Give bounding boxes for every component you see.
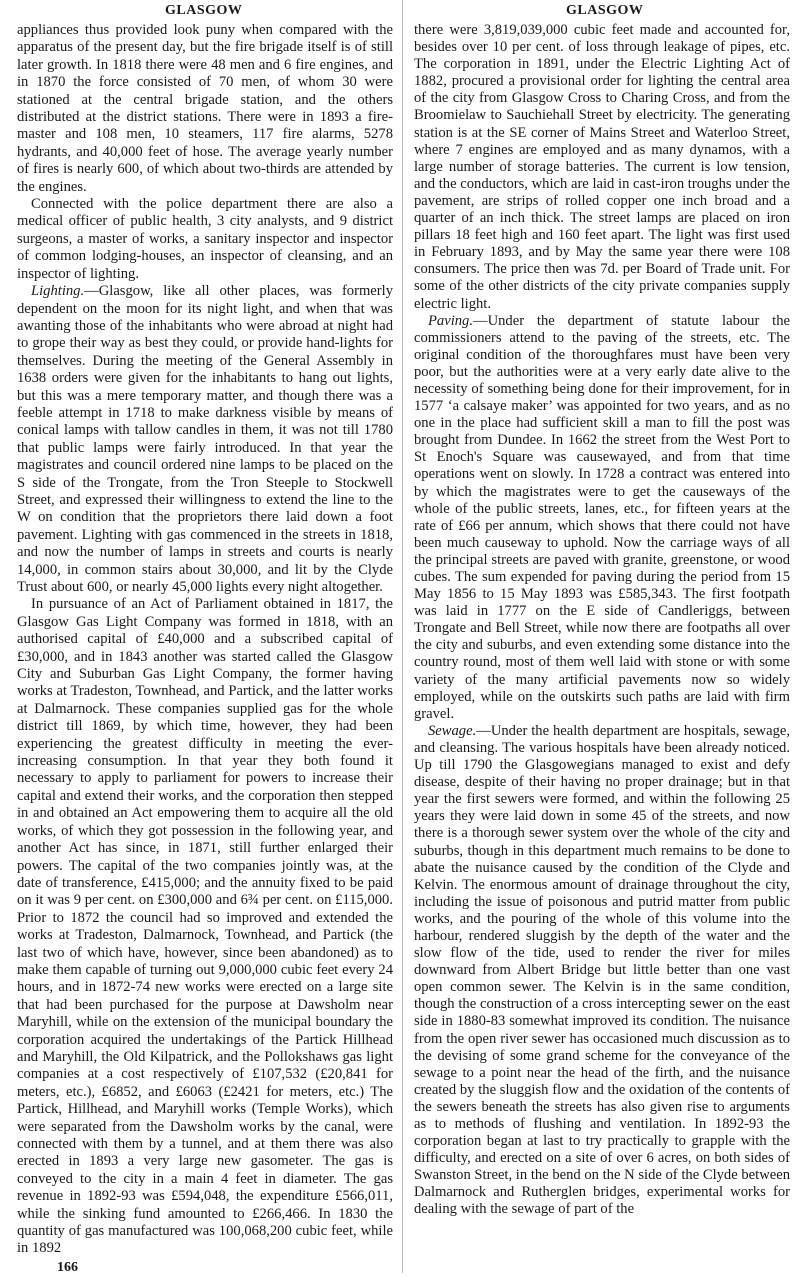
sewage-text: —Under the health department are hospitals, sewage, and cleansing. The various hospitals have been already noticed. Up till 1790 the Glasgowegians managed to exist and defy disease, despite of their having no proper drainage; but in that year the first sewers were formed, and within the following 25 years they were laid down in some 45 of the streets, and now there is a thorough sewer system over the whole of the city and suburbs, though in this department much remains to be done to abate the nuisance caused by the condition of the Clyde and Kelvin. The enormous amount of drainage throughout the city, including the issue of poisonous and putrid matter from public works, and the pouring of the whole of this volume into the harbour, rendered sluggish by the depth of the water and the slow flow of the tide, used to render the river for miles downward from Albert Bridge but little better than one vast open common sewer. The Kelvin is in the same condition, though the construction of a cross intercepting sewer on the east side in 1880-83 somewhat improved its condition. The nuisance from the open river sewer has occasioned much discussion as to the devising of some grand scheme for the conveyance of the sewage to a point near the head of the firth, and the nuisance created by the sluggish flow and the oxidation of the contents of the sewers beneath the streets has also given rise to arguments as to methods of flushing and ventilation. In 1892-93 the corporation began at last to try practically to grapple with the difficulty, and erected on a site of over 6 acres, on both sides of Swanston Street, in the bend on the N side of the Clyde between Dalmarnock and Rutherglen bridges, experimental works for dealing with the sewage of part of the (414, 722, 790, 1218)
paragraph-sewage (414, 723, 790, 1219)
paragraph-lighting (17, 283, 393, 596)
paving-text: —Under the department of statute labour the commissioners attend to the paving of the streets, etc. The original condition of the thoroughfares must have been very poor, but the authorities were at a very early date alive to the necessity of something being done for their improvement, for in 1577 ‘a calsaye maker’ was appointed for two years, and as no one in the place had sufficient skill a man to fill the post was brought from Dundee. In 1662 the street from the West Port to St Enoch's Square was causewayed, and from that time operations went on slowly. In 1728 a contract was entered into by which the magistrates were to get the causeways of the whole of the public streets, lanes, etc., for fifteen years at the rate of £66 per annum, which shows that there could not have been much causeway to uphold. Now the carriage ways of all the principal streets are paved with granite, greenstone, or wood cubes. The sum expended for paving during the period from 15 May 1856 to 15 May 1893 was £585,343. The first footpath was laid in 1777 on the E side of Candleriggs, between Trongate and Bell Street, while now there are footpaths all over the city and suburbs, and even extending some distance into the country round, most of them well laid with stone or with some variety of the many artificial pavements now so widely employed, while on the outskirts such paths are laid with firm gravel. (414, 312, 790, 722)
paragraph-police-officers: Connected with the police department there are also a medical officer of public health, 3 city analysts, and 9 district surgeons, a master of works, a sanitary inspector and inspector of common lodging-houses, an inspector of cleansing, and an inspector of lighting. (17, 196, 393, 282)
paragraph-fire-brigade: appliances thus provided look puny when compared with the apparatus of the present day, but the fire brigade itself is of still later growth. In 1818 there were 48 men and 6 fire engines, and in 1870 the force consisted of 70 men, of whom 30 were stationed at the central brigade station, and the others distributed at the district stations. There were in 1893 a fire-master and 108 men, 10 steamers, 117 fire alarms, 5278 hydrants, and 40,000 feet of hose. The average yearly number of fires is nearly 600, of which about two-thirds are attended by the engines. (17, 22, 393, 195)
lighting-text: —Glasgow, like all other places, was formerly dependent on the moon for its night light, and when that was awanting those of the inhabitants who were abroad at night had to grope their way as best they could, or provide hand-lights for themselves. During the meeting of the General Assembly in 1638 orders were given for the inhabitants to hang out lights, but this was a mere temporary matter, and though there was a feeble attempt in 1718 to make darkness visible by means of conical lamps with tallow candles in them, it was not till 1780 that public lamps were fairly introduced. In that year the magistrates and council ordered nine lamps to be placed on the S side of the Trongate, from the Tron Steeple to Stockwell Street, and expressed their willingness to extend the line to the W on condition that the proprietors there laid down a foot pavement. Lighting with gas commenced in the streets in 1818, and now the number of lamps in streets and courts is nearly 14,000, in common stairs about 30,000, and lit by the Clyde Trust about 600, or nearly 45,000 lights every night altogether. (17, 283, 393, 595)
paragraph-paving (414, 313, 790, 723)
page-number: 166 (57, 1259, 78, 1275)
running-header-left: GLASGOW (165, 3, 243, 18)
section-heading-lighting: Lighting. (31, 283, 85, 300)
paragraph-gas: In pursuance of an Act of Parliament obtained in 1817, the Glasgow Gas Light Company was formed in 1818, with an authorised capital of £40,000 and a subscribed capital of £30,000, and in 1843 another was started called the Glasgow City and Suburban Gas Light Company, the former having works at Tradeston, Townhead, and Partick, and the latter works at Dalmarnock. These companies supplied gas for the whole district till 1869, by which time, however, they had been experiencing the greatest difficulty in meeting the ever-increasing consumption. In that year they both found it necessary to apply to parliament for powers to increase their capital and extend their works, and the corporation then stepped in and obtained an Act empowering them to acquire all the old works, of which they got possession in the following year, and another Act has since, in 1871, still further enlarged their powers. The capital of the two companies jointly was, at the date of transference, £415,000; and the annuity fixed to be paid on it was 9 per cent. on £300,000 and 6¾ per cent. on £115,000. Prior to 1872 the council had so improved and extended the works at Tradeston, Dalmarnock, Townhead, and Partick (the last two of which have, however, since been abandoned) as to make them capable of turning out 9,000,000 cubic feet every 24 hours, and in 1872-74 new works were erected on a large site that had been purchased for the purpose at Dawsholm near Maryhill, while on the extension of the municipal boundary the corporation acquired the undertakings of the Partick Hillhead and Maryhill, the Old Kilpatrick, and the Pollokshaws gas light companies at a cost respectively of £107,532 (£20,841 for meters, etc.), £6852, and £6063 (£2421 for meters, etc.) The Partick, Hillhead, and Maryhill works (Temple Works), which were separated from the Dawsholm works by the canal, were connected with them by a tunnel, and at them there was also erected in 1893 a very large new gasometer. The gas is conveyed to the city in a main 4 feet in diameter. The gas revenue in 1892-93 was £594,048, the expenditure £566,011, while the sinking fund amounted to £266,466. In 1830 the quantity of gas manufactured was 100,068,200 cubic feet, while in 1892 (17, 596, 393, 1257)
running-header-right: GLASGOW (566, 3, 644, 18)
paragraph-electric-lighting: there were 3,819,039,000 cubic feet made and accounted for, besides over 10 per cent. of loss through leakage of pipes, etc. The corporation in 1891, under the Electric Lighting Act of 1882, procured a provisional order for lighting the central area of the city from Glasgow Cross to Charing Cross, and from the Broomielaw to Sauchiehall Street by electricity. The generating station is at the SE corner of Mains Street and Waterloo Street, where 7 engines are employed and as many dynamos, with a large number of storage batteries. The current is low tension, and the conductors, which are laid in cast-iron troughs under the pavement, are strips of rolled copper one inch broad and a quarter of an inch thick. The street lamps are placed on iron pillars 18 feet high and 160 feet apart. The light was first used in February 1893, and by May the same year there were 108 consumers. The price then was 7d. per Board of Trade unit. For some of the other districts of the city private companies supply electric light. (414, 22, 790, 312)
column-divider (402, 0, 403, 1273)
left-column (17, 22, 393, 1276)
section-heading-sewage: Sewage. (428, 722, 477, 739)
right-column (414, 22, 790, 1219)
section-heading-paving: Paving. (428, 312, 473, 329)
